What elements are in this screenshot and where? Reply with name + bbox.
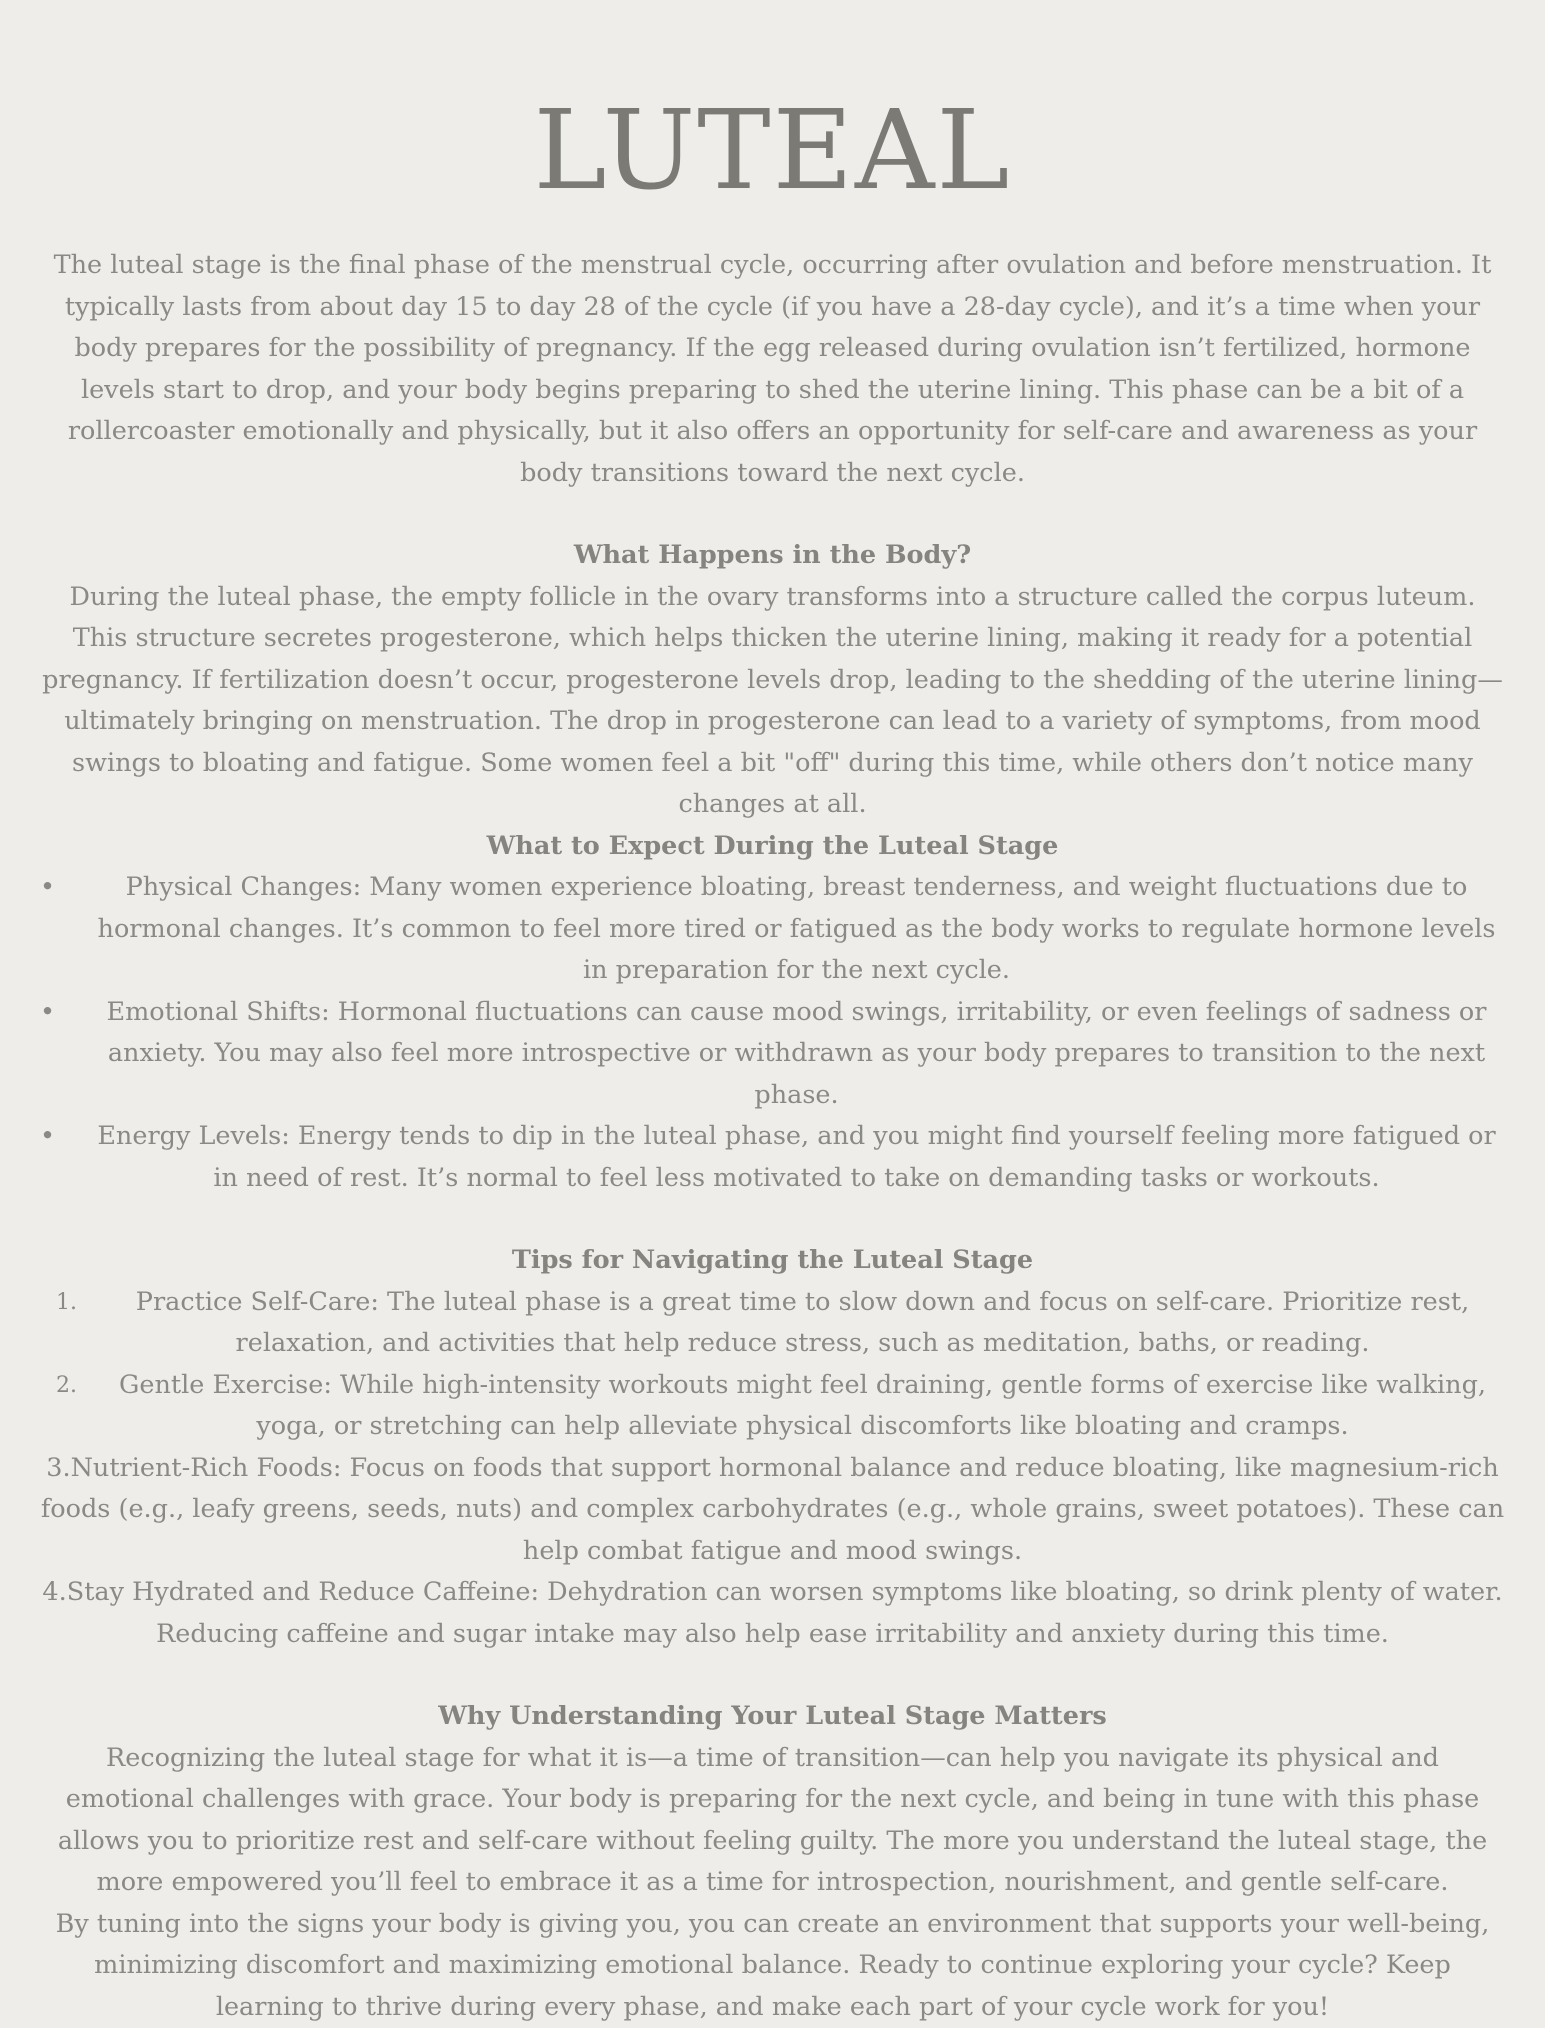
list-item-text: Emotional Shifts: Hormonal fluctuations can cause mood swings, irritability, or even feelings of sadness or anxiety. You may also feel more introspective or withdrawn as your body prepares to transition to the next phase. [107, 997, 1487, 1110]
body-section-heading: What Happens in the Body? [40, 535, 1505, 577]
list-item-number: 4. [42, 1577, 66, 1607]
list-item-text: Gentle Exercise: While high-intensity workouts might feel draining, gentle forms of exercise like walking, yoga, or stretching can help alleviate physical discomforts like bloating and cramps. [119, 1370, 1486, 1442]
list-item-text: Practice Self-Care: The luteal phase is a great time to slow down and focus on self-care. Prioritize rest, relaxation, and activities that help reduce stress, such as meditation, baths, or reading. [136, 1287, 1469, 1359]
bullet-icon: • [40, 992, 60, 1034]
list-item-number: 1. [56, 1282, 77, 1324]
page-title: LUTEAL [40, 90, 1505, 211]
spacer [40, 1655, 1505, 1696]
intro-paragraph: The luteal stage is the final phase of the menstrual cycle, occurring after ovulation and before menstruation. It typically lasts from about day 15 to day 28 of the cycle (if you have a 28-day cycle), and it’s a time when your body prepares for the possibility of pregnancy. If the egg released during ovulation isn’t fertilized, hormone levels start to drop, and your body begins preparing to shed the uterine lining. This phase can be a bit of a rollercoaster emotionally and physically, but it also offers an opportunity for self-care and awareness as your body transitions toward the next cycle. [40, 245, 1505, 494]
list-item [40, 992, 1505, 1117]
list-item-text: Nutrient-Rich Foods: Focus on foods that support hormonal balance and reduce bloating, like magnesium-rich foods (e.g., leafy greens, seeds, nuts) and complex carbohydrates (e.g., whole grains, sweet potatoes). These can help combat fatigue and mood swings. [41, 1453, 1504, 1566]
list-item [40, 1572, 1505, 1655]
tips-section-heading: Tips for Navigating the Luteal Stage [40, 1240, 1505, 1282]
expect-list [40, 867, 1505, 1199]
tips-list [40, 1282, 1505, 1656]
body-section-text: During the luteal phase, the empty follicle in the ovary transforms into a structure called the corpus luteum. This structure secretes progesterone, which helps thicken the uterine lining, making it ready for a potential pregnancy. If fertilization doesn’t occur, progesterone levels drop, leading to the shedding of the uterine lining—ultimately bringing on menstruation. The drop in progesterone can lead to a variety of symptoms, from mood swings to bloating and fatigue. Some women feel a bit "off" during this time, while others don’t notice many changes at all. [40, 577, 1505, 826]
bullet-icon: • [40, 867, 60, 909]
expect-section-heading: What to Expect During the Luteal Stage [40, 826, 1505, 868]
why-section-paragraph: Recognizing the luteal stage for what it is—a time of transition—can help you navigate its physical and emotional challenges with grace. Your body is preparing for the next cycle, and being in tune with this phase allows you to prioritize rest and self-care without feeling guilty. The more you understand the luteal stage, the more empowered you’ll feel to embrace it as a time for introspection, nourishment, and gentle self-care. [40, 1738, 1505, 1904]
list-item [40, 1365, 1505, 1448]
why-section-heading: Why Understanding Your Luteal Stage Matters [40, 1696, 1505, 1738]
list-item [40, 1282, 1505, 1365]
list-item-number: 2. [56, 1365, 77, 1407]
list-item [40, 867, 1505, 992]
list-item-text: Physical Changes: Many women experience bloating, breast tenderness, and weight fluctuations due to hormonal changes. It’s common to feel more tired or fatigued as the body works to regulate hormone levels in preparation for the next cycle. [98, 872, 1496, 985]
spacer [40, 1199, 1505, 1240]
document-page [40, 90, 1505, 2028]
list-item [40, 1116, 1505, 1199]
list-item-number: 3. [46, 1453, 70, 1483]
bullet-icon: • [40, 1116, 60, 1158]
why-section-paragraph: By tuning into the signs your body is giving you, you can create an environment that supports your well-being, minimizing discomfort and maximizing emotional balance. Ready to continue exploring your cycle? Keep learning to thrive during every phase, and make each part of your cycle work for you! [40, 1904, 1505, 2028]
list-item-text: Stay Hydrated and Reduce Caffeine: Dehydration can worsen symptoms like bloating, so drink plenty of water. Reducing caffeine and sugar intake may also help ease irritability and anxiety during this time. [67, 1577, 1503, 1649]
list-item [40, 1448, 1505, 1573]
list-item-text: Energy Levels: Energy tends to dip in the luteal phase, and you might find yourself feeling more fatigued or in need of rest. It’s normal to feel less motivated to take on demanding tasks or workouts. [97, 1121, 1495, 1193]
